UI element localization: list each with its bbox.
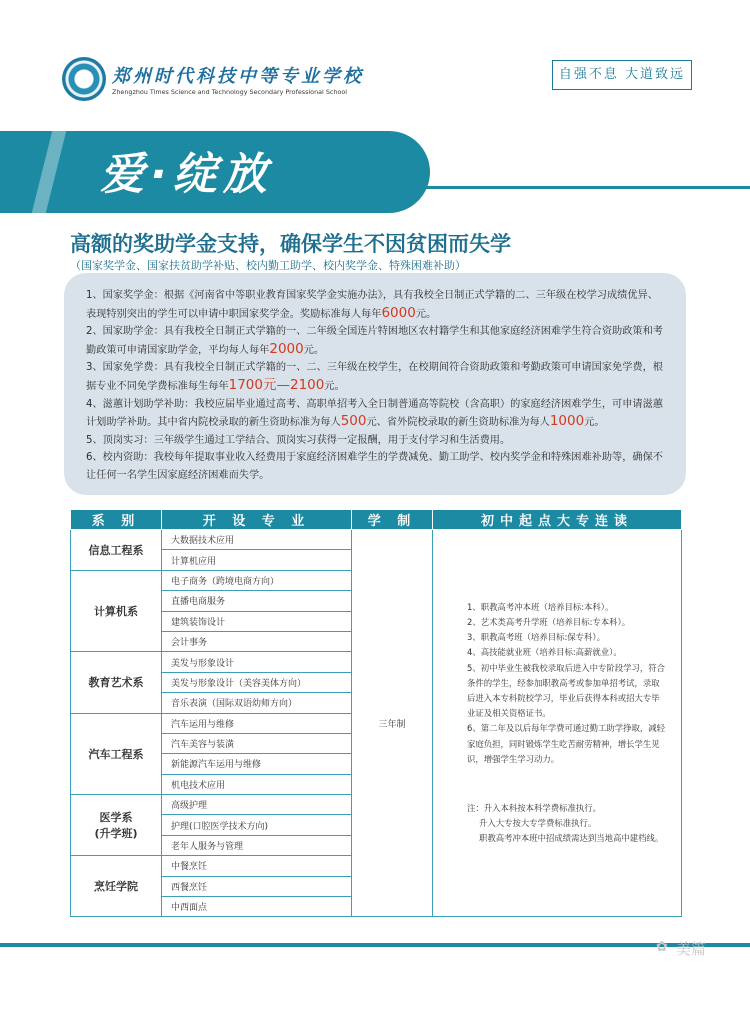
department-name-line2: (升学班)	[94, 827, 138, 841]
major-cell: 西餐烹饪	[162, 876, 352, 896]
policy-amount: 2000	[269, 340, 304, 357]
department-name: 教育艺术系	[71, 652, 162, 713]
major-cell: 汽车美容与装潢	[162, 733, 352, 753]
major-cell: 中西面点	[162, 897, 352, 917]
footer-line	[0, 943, 750, 947]
department-name: 烹饪学院	[71, 856, 162, 917]
headline: 高额的奖助学金支持，确保学生不因贫困而失学	[70, 232, 511, 256]
policy-item	[86, 396, 666, 432]
policy-item	[86, 432, 666, 450]
policy-text: 1、国家奖学金：根据《河南省中等职业教育国家奖学金实施办法》，具有我校全日制正式学籍的二、三年级在校学习成绩优异、表现特别突出的学生可以申请中职国家奖学金。奖励标准每人每年	[86, 290, 658, 320]
motto-box: 自强不息 大道致远	[552, 60, 692, 90]
policy-item	[86, 323, 666, 359]
major-cell: 计算机应用	[162, 550, 352, 570]
major-cell: 美发与形象设计（美容美体方向）	[162, 672, 352, 692]
major-cell: 机电技术应用	[162, 774, 352, 794]
school-logo	[62, 57, 106, 101]
policy-item	[86, 287, 666, 323]
major-cell: 电子商务（跨境电商方向）	[162, 570, 352, 590]
school-name-en: Zhengzhou Times Science and Technology Secondary Professional School	[112, 88, 348, 96]
policy-amount: 1000	[549, 413, 585, 430]
policy-text: 4、滋蕙计划助学补助：我校应届毕业通过高考、高职单招考入全日制普通高等院校（含高职）的家庭经济困难学生，可申请滋蕙计划助学补助。其中省内院校录取的新生资助标准为每人	[86, 398, 663, 429]
remark-item: 职教高考冲本班中招成绩需达到当地高中建档线。	[479, 833, 664, 844]
majors-table	[70, 509, 682, 917]
policy-text: 元。	[415, 308, 437, 320]
policy-text: 3、国家免学费：具有我校全日制正式学籍的一、二、三年级在校学生，在校期间符合资助政策和考勤政策可申请国家免学费，根据专业不同免学费标准每生每年	[86, 362, 663, 392]
major-cell: 音乐表演（国际双语幼师方向）	[162, 693, 352, 713]
policy-text: 5、顶岗实习：三年级学生通过工学结合、顶岗实习获得一定报酬，用于支付学习和生活费用。	[86, 434, 511, 446]
policy-amount: 1700元—2100	[228, 376, 325, 393]
banner-title: 爱·绽放	[100, 149, 273, 200]
policy-text: 2、国家助学金：具有我校全日制正式学籍的一、二年级全国连片特困地区农村籍学生和其他家庭经济困难学生符合资助政策和考勤政策可申请国家助学金，平均每人每年	[86, 326, 663, 356]
note-item: 3、职教高考班（培养目标:保专科）。	[467, 632, 605, 643]
policy-amount: 500	[340, 413, 367, 430]
major-cell: 直播电商服务	[162, 591, 352, 611]
major-cell: 护理(口腔医学技术方向)	[162, 815, 352, 835]
table-header-row	[71, 510, 682, 530]
department-name: 汽车工程系	[71, 713, 162, 795]
system-cell: 三年制	[352, 530, 433, 917]
major-cell: 高级护理	[162, 795, 352, 815]
major-cell: 新能源汽车运用与维修	[162, 754, 352, 774]
policy-text: 6、校内资助：我校每年提取事业收入经费用于家庭经济困难学生的学费减免、勤工助学、校内奖学金和特殊困难补助等，确保不让任何一名学生因家庭经济困难而失学。	[86, 452, 663, 481]
watermark-logo-icon: ✿	[656, 939, 668, 955]
remark-item: 注：升入本科按本科学费标准执行。	[467, 803, 601, 814]
policy-text: 元、省外院校录取的新生资助标准为每人	[366, 417, 550, 429]
major-cell: 会计事务	[162, 631, 352, 651]
header	[0, 0, 750, 120]
department-name-line1: 医学系	[99, 811, 133, 825]
header-majors: 开 设 专 业	[162, 510, 352, 530]
policy-text: 元。	[324, 380, 345, 392]
table-row	[71, 530, 682, 550]
note-item: 2、艺术类高考升学班（培养目标:专本科）。	[467, 616, 631, 627]
policy-item	[86, 449, 666, 484]
policy-item	[86, 359, 666, 395]
watermark: 美篇	[676, 940, 707, 958]
program-notes	[433, 530, 682, 917]
major-cell: 建筑装饰设计	[162, 611, 352, 631]
policy-amount: 6000	[381, 304, 416, 321]
note-item: 6、第二年及以后每年学费可通过勤工助学挣取，减轻家庭负担，同时锻炼学生吃苦耐劳精神，增长学生见识，增强学生学习动力。	[467, 723, 665, 764]
department-name	[71, 795, 162, 856]
remark-item: 升入大专按大专学费标准执行。	[479, 818, 597, 829]
major-cell: 中餐烹饪	[162, 856, 352, 876]
policy-text: 元。	[303, 344, 325, 356]
policy-text: 元。	[584, 417, 605, 429]
department-name: 计算机系	[71, 570, 162, 652]
department-name: 信息工程系	[71, 530, 162, 571]
notes-gap	[467, 767, 665, 801]
major-cell: 汽车运用与维修	[162, 713, 352, 733]
major-cell: 大数据技术应用	[162, 530, 352, 550]
major-cell: 老年人服务与管理	[162, 835, 352, 855]
policy-box	[64, 273, 686, 495]
note-item: 4、高技能就业班（培养目标:高薪就业）。	[467, 647, 622, 658]
note-item: 1、职教高考冲本班（培养目标:本科）。	[467, 601, 614, 612]
subheadline: （国家奖学金、国家扶贫助学补贴、校内勤工助学、校内奖学金、特殊困难补助）	[70, 259, 466, 272]
header-program: 初中起点大专连读	[433, 510, 682, 530]
header-department: 系 别	[71, 510, 162, 530]
header-system: 学 制	[352, 510, 433, 530]
note-item: 5、初中毕业生被我校录取后进入中专阶段学习，符合条件的学生，经参加职教高考或参加单招考试，录取后进入本专科院校学习，毕业后获得本科或招大专毕业证及相关资格证书。	[467, 662, 665, 719]
school-name-cn: 郑州时代科技中等专业学校	[112, 66, 364, 87]
major-cell: 美发与形象设计	[162, 652, 352, 672]
